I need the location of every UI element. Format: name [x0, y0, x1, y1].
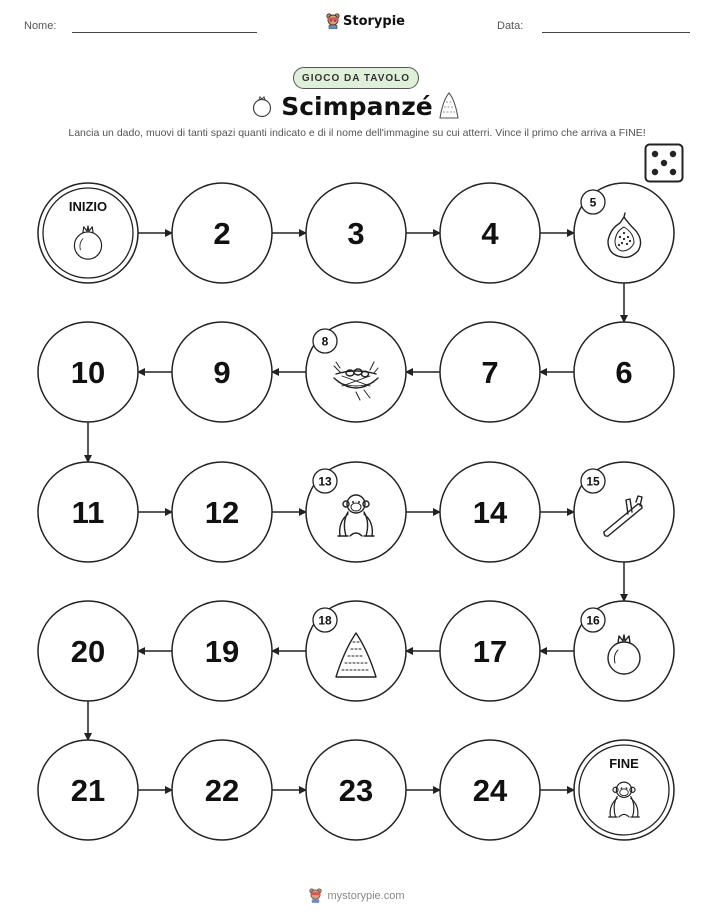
space-number: 10 [70, 355, 106, 390]
space-number: 2 [213, 216, 231, 251]
footer-url[interactable]: mystorypie.com [327, 889, 405, 902]
space-number: 13 [318, 474, 332, 489]
space-number: 19 [204, 634, 240, 669]
end-label: FINE [609, 756, 639, 771]
space-number: 6 [615, 355, 633, 390]
brand-name: Storypie [343, 13, 405, 29]
board-space-5 [574, 183, 674, 283]
space-number: 15 [586, 474, 600, 489]
board-space-3 [306, 183, 406, 283]
board-space-1 [38, 183, 138, 283]
board-space-19 [172, 601, 272, 701]
name-label: Nome: [24, 20, 57, 32]
board-space-2 [172, 183, 272, 283]
space-number: 7 [481, 355, 499, 390]
space-number: 4 [481, 216, 499, 251]
space-number: 14 [472, 495, 508, 530]
board-space-22 [172, 740, 272, 840]
board-space-25 [574, 740, 674, 840]
board-space-10 [38, 322, 138, 422]
space-number: 23 [338, 773, 374, 808]
board-space-8 [306, 322, 406, 422]
board-space-14 [440, 462, 540, 562]
space-circle [574, 740, 674, 840]
board-space-21 [38, 740, 138, 840]
space-number: 17 [472, 634, 508, 669]
space-number: 3 [347, 216, 365, 251]
instructions: Lancia un dado, muovi di tanti spazi quanti indicato e di il nome dell'immagine su cui atterri. Vince il primo che arriva a FINE! [68, 127, 646, 139]
space-number: 9 [213, 355, 231, 390]
board-space-15 [574, 462, 674, 562]
page-title: Scimpanzé [281, 92, 433, 121]
space-number: 24 [472, 773, 508, 808]
space-number: 5 [589, 195, 597, 210]
board-space-12 [172, 462, 272, 562]
board-space-18 [306, 601, 406, 701]
space-number: 21 [70, 773, 106, 808]
space-number: 8 [321, 334, 329, 349]
board-space-23 [306, 740, 406, 840]
board-space-17 [440, 601, 540, 701]
board-space-6 [574, 322, 674, 422]
space-number: 12 [204, 495, 240, 530]
date-label: Data: [497, 20, 524, 32]
board-space-20 [38, 601, 138, 701]
space-number: 18 [318, 613, 332, 628]
board-space-11 [38, 462, 138, 562]
space-number: 22 [204, 773, 240, 808]
board-space-7 [440, 322, 540, 422]
space-number: 20 [70, 634, 106, 669]
start-label: INIZIO [68, 199, 108, 214]
space-number: 11 [71, 495, 105, 530]
space-number: 16 [586, 613, 600, 628]
game-type-badge: GIOCO DA TAVOLO [293, 67, 419, 89]
space-circle [38, 183, 138, 283]
board-space-4 [440, 183, 540, 283]
board-space-9 [172, 322, 272, 422]
bear-mascot-icon [309, 888, 322, 903]
footer [0, 888, 714, 903]
board-space-13 [306, 462, 406, 562]
board-space-16 [574, 601, 674, 701]
board-space-24 [440, 740, 540, 840]
